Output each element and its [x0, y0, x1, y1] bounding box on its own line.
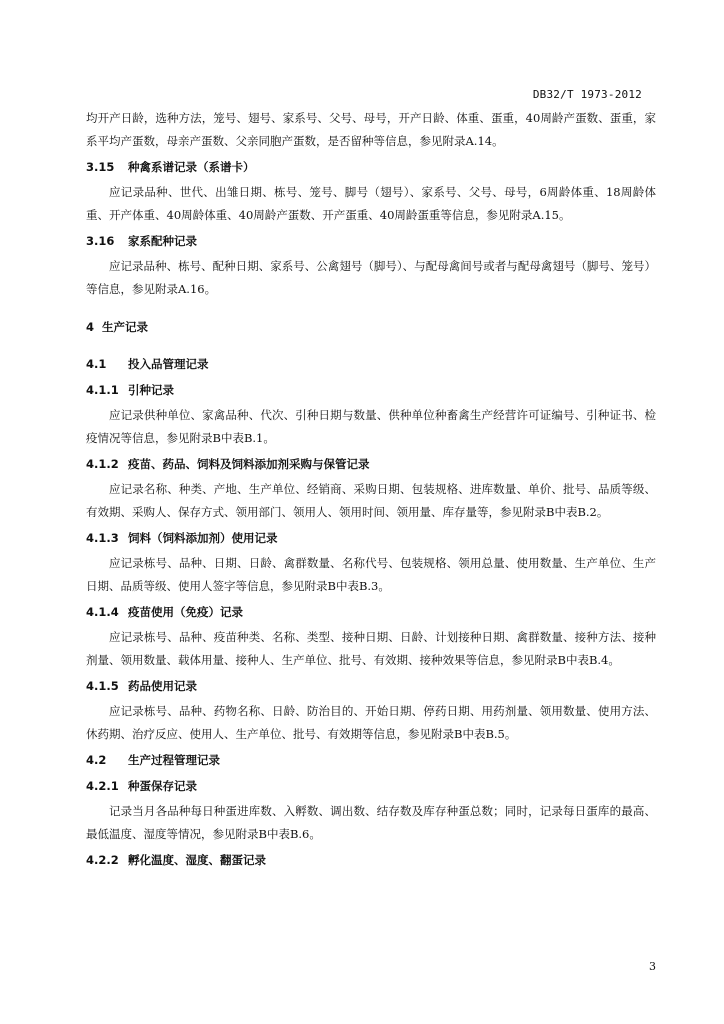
body-paragraph: 应记录栋号、品种、药物名称、日龄、防治目的、开始日期、停药日期、用药剂量、领用数量、使用方法、休药期、治疗反应、使用人、生产单位、批号、有效期等信息，参见附录B中表B.5。 — [86, 704, 656, 741]
section-number: 4.1.1 — [86, 383, 119, 397]
section-heading — [86, 379, 656, 402]
section-title: 疫苗、药品、饲料及饲料添加剂采购与保管记录 — [128, 457, 370, 471]
section-heading — [86, 749, 656, 772]
section-title: 生产记录 — [102, 320, 148, 334]
section-number: 4.1.3 — [86, 531, 119, 545]
section-heading — [86, 601, 656, 624]
section-heading — [86, 316, 656, 339]
section-heading — [86, 156, 656, 179]
body-paragraph: 应记录栋号、品种、疫苗种类、名称、类型、接种日期、日龄、计划接种日期、禽群数量、接种方法、接种剂量、领用数量、载体用量、接种人、生产单位、批号、有效期、接种效果等信息，参见附录B中表B.4。 — [86, 630, 656, 667]
section-number: 4.1.2 — [86, 457, 119, 471]
section-number: 4.1.4 — [86, 605, 119, 619]
section-number: 4.1 — [86, 357, 107, 371]
section-title: 种禽系谱记录（系谱卡） — [128, 160, 255, 174]
section-number: 4.2.1 — [86, 779, 119, 793]
standard-code: DB32/T 1973-2012 — [532, 88, 642, 101]
body-paragraph: 记录当月各品种每日种蛋进库数、入孵数、调出数、结存数及库存种蛋总数；同时，记录每日蛋库的最高、最低温度、湿度等情况，参见附录B中表B.6。 — [86, 804, 656, 841]
section-title: 饲料（饲料添加剂）使用记录 — [128, 531, 278, 545]
body-paragraph: 应记录品种、世代、出雏日期、栋号、笼号、脚号（翅号）、家系号、父号、母号，6周龄体重、18周龄体重、开产体重、40周龄体重、40周龄产蛋数、开产蛋重、40周龄蛋重等信息，参见附录A.15。 — [86, 185, 656, 222]
body-paragraph: 应记录供种单位、家禽品种、代次、引种日期与数量、供种单位种畜禽生产经营许可证编号、引种证书、检疫情况等信息，参见附录B中表B.1。 — [86, 408, 656, 445]
section-heading — [86, 675, 656, 698]
section-number: 3.16 — [86, 234, 115, 248]
section-number: 3.15 — [86, 160, 115, 174]
body-paragraph: 应记录品种、栋号、配种日期、家系号、公禽翅号（脚号）、与配母禽间号或者与配母禽翅号（脚号、笼号）等信息，参见附录A.16。 — [86, 259, 656, 296]
section-title: 种蛋保存记录 — [128, 779, 197, 793]
section-title: 生产过程管理记录 — [128, 753, 220, 767]
section-heading — [86, 353, 656, 376]
body-paragraph: 均开产日龄，选种方法，笼号、翅号、家系号、父号、母号，开产日龄、体重、蛋重，40周龄产蛋数、蛋重，家系平均产蛋数，母亲产蛋数、父亲同胞产蛋数，是否留种等信息，参见附录A.14。 — [86, 111, 656, 148]
document-body — [86, 107, 656, 874]
section-number: 4.1.5 — [86, 679, 119, 693]
section-number: 4.2 — [86, 753, 107, 767]
section-title: 孵化温度、湿度、翻蛋记录 — [128, 853, 266, 867]
section-heading — [86, 230, 656, 253]
section-heading — [86, 453, 656, 476]
section-number: 4.2.2 — [86, 853, 119, 867]
body-paragraph: 应记录栋号、品种、日期、日龄、禽群数量、名称代号、包装规格、领用总量、使用数量、生产单位、生产日期、品质等级、使用人签字等信息，参见附录B中表B.3。 — [86, 556, 656, 593]
body-paragraph: 应记录名称、种类、产地、生产单位、经销商、采购日期、包装规格、进库数量、单价、批号、品质等级、有效期、采购人、保存方式、领用部门、领用人、领用时间、领用量、库存量等，参见附录B中表B.2。 — [86, 482, 656, 519]
section-title: 投入品管理记录 — [128, 357, 209, 371]
section-title: 疫苗使用（免疫）记录 — [128, 605, 243, 619]
section-title: 家系配种记录 — [128, 234, 197, 248]
section-title: 引种记录 — [128, 383, 174, 397]
section-title: 药品使用记录 — [128, 679, 197, 693]
section-heading — [86, 849, 656, 872]
section-heading — [86, 527, 656, 550]
page-number: 3 — [649, 960, 656, 973]
section-heading — [86, 775, 656, 798]
section-number: 4 — [86, 320, 95, 334]
